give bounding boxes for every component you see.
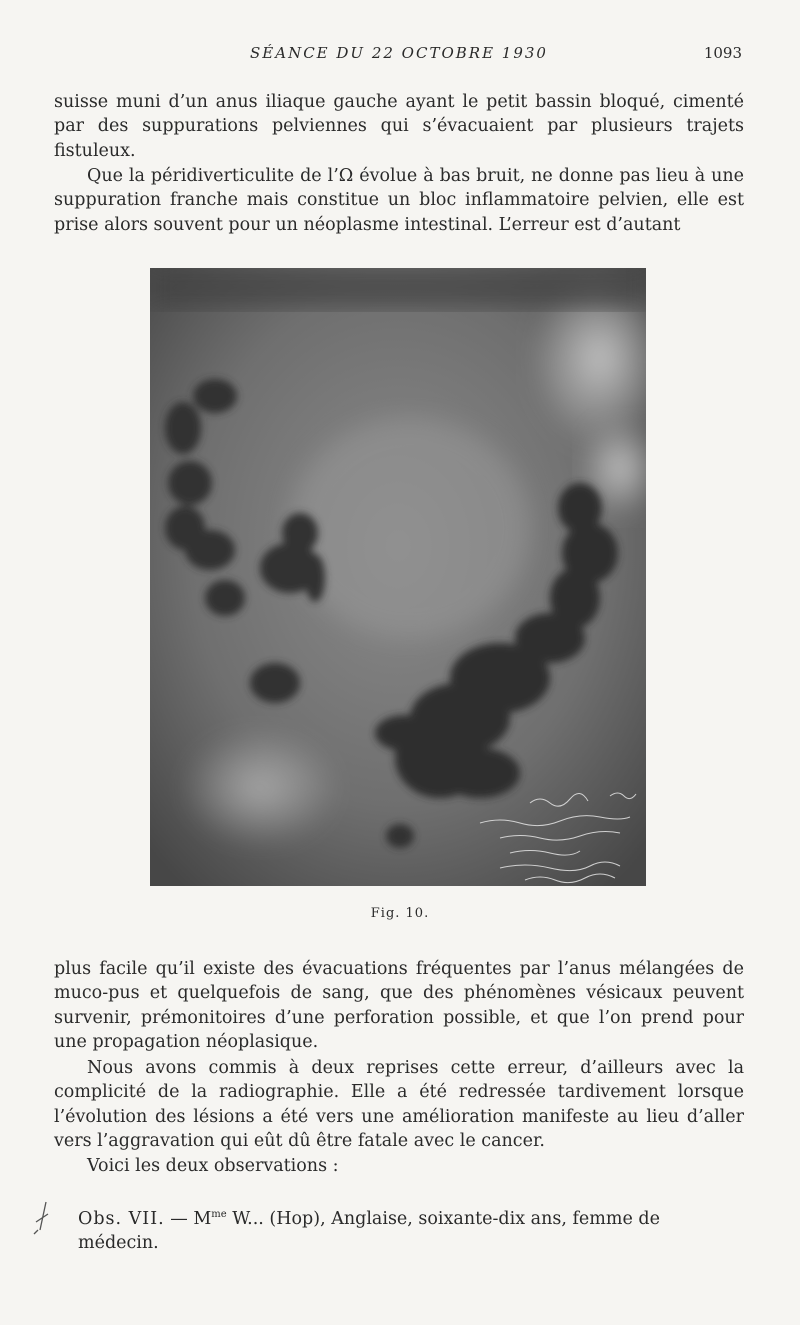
observation-dash: — — [170, 1208, 188, 1229]
paragraph-1: suisse muni d’un anus iliaque gauche ayant le petit bassin bloqué, cimenté par des suppurations pelviennes qui s’évacuaient par plusieurs trajets fistuleux. — [54, 92, 744, 161]
figure-caption: Fig. 10. — [370, 906, 430, 921]
observation-heading — [78, 1203, 744, 1255]
paragraph-3: plus facile qu’il existe des évacuations fréquentes par l’anus mélangées de muco-pus et quelquefois de sang, que des phénomènes vésicaux peuvent survenir, prémonitoires d’une perforation possible, et que l’on prend pour une propagation néoplasique. — [54, 959, 744, 1053]
paragraph-5: Voici les deux observations : — [87, 1156, 339, 1176]
header-title: SÉANCE DU 22 OCTOBRE 1930 — [250, 44, 548, 62]
paragraph-4: Nous avons commis à deux reprises cette erreur, d’ailleurs avec la complicité de la radiographie. Elle a été redressée tardivement lorsque l’évolution des lésions a été vers une amélioration manifeste au lieu d’aller vers l’aggravation qui eût dû être fatale avec le cancer. — [54, 1058, 744, 1152]
radiograph-image — [150, 268, 646, 886]
radiograph-figure — [150, 268, 646, 886]
pencil-margin-mark — [32, 1200, 52, 1236]
paragraph-2: Que la péridiverticulite de l’Ω évolue à bas bruit, ne donne pas lieu à une suppuration franche mais constitue un bloc inflammatoire pelvien, elle est prise alors souvent pour un néoplasme intestinal. L’erreur est d’autant — [54, 166, 744, 235]
observation-salutation: $M^{me}$ — [193, 1208, 227, 1229]
observation-text: W... (Hop), Anglaise, soixante-dix ans, femme de médecin. — [78, 1208, 660, 1253]
observation-label: Obs. VII. — [78, 1208, 165, 1229]
page-number: 1093 — [703, 44, 742, 62]
salutation-superscript: me — [211, 1209, 227, 1220]
running-header — [54, 44, 744, 68]
